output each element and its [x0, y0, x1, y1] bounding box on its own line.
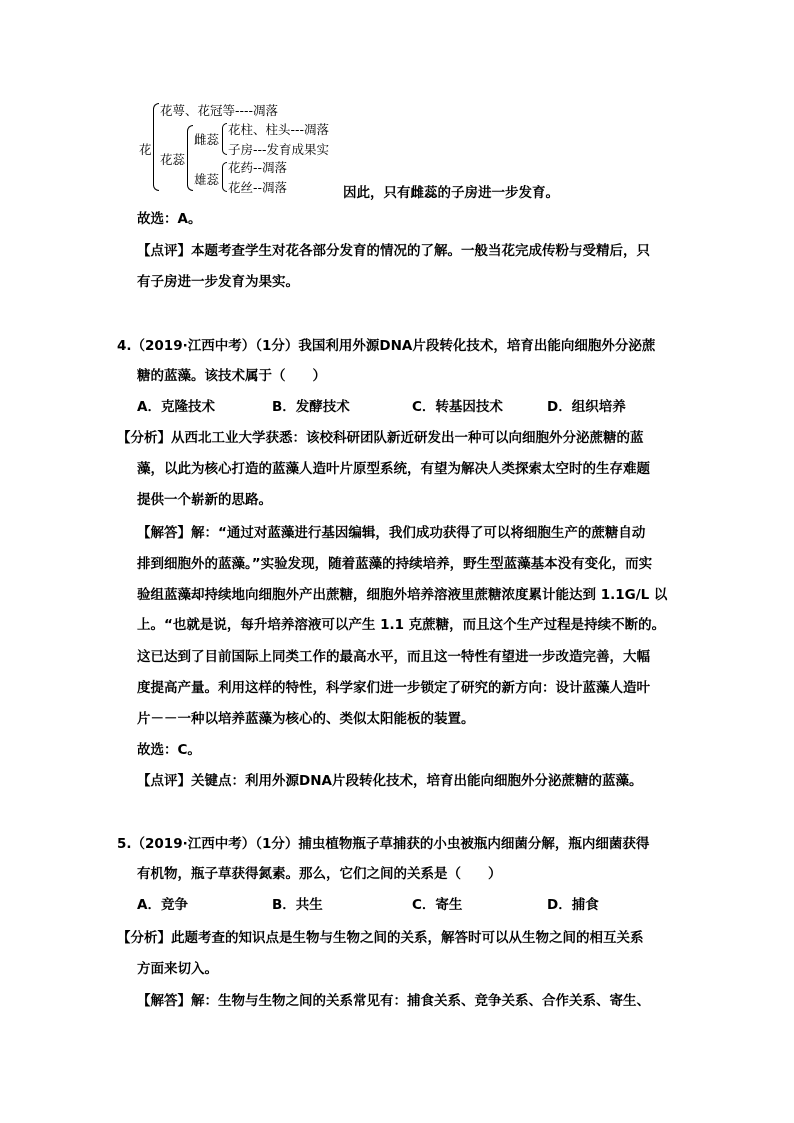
tree-pistil-label: 雌蕊	[194, 132, 220, 147]
q4-solution-line-2: 排到细胞外的蓝藻。”实验发现，随着蓝藻的持续培养，野生型蓝藻基本没有变化，而实	[137, 556, 653, 572]
q4-option-b: B．发酵技术	[272, 399, 350, 415]
q3-answer: 故选：A。	[137, 211, 202, 227]
q5-question-line-1: 5.（2019·江西中考）（1分）捕虫植物瓶子草捕获的小虫被瓶内细菌分解，瓶内细菌获得	[117, 836, 650, 852]
q4-question-line-2: 糖的蓝藻。该技术属于（ ）	[137, 368, 326, 384]
q4-solution-line-7: 片－－一种以培养蓝藻为核心的、类似太阳能板的装置。	[137, 711, 475, 727]
q5-solution-line-1: 【解答】解：生物与生物之间的关系常见有：捕食关系、竞争关系、合作关系、寄生、	[137, 993, 650, 1009]
tree-anther: 花药--凋落	[228, 160, 288, 175]
q5-analysis-line-1: 【分析】此题考查的知识点是生物与生物之间的关系，解答时可以从生物之间的相互关系	[117, 930, 644, 946]
q4-option-c: C．转基因技术	[412, 399, 503, 415]
tree-root-label: 花	[139, 142, 152, 157]
brace-pistil	[222, 123, 227, 155]
q4-solution-line-1: 【解答】解：“通过对蓝藻进行基因编辑，我们成功获得了可以将细胞生产的蔗糖自动	[137, 525, 646, 541]
tree-stamen-label: 雄蕊	[194, 172, 220, 187]
q4-analysis-line-1: 【分析】从西北工业大学获悉：该校科研团队新近研发出一种可以向细胞外分泌蔗糖的蓝	[117, 430, 644, 446]
tree-conclusion: 因此，只有雌蕊的子房进一步发育。	[343, 185, 559, 201]
tree-style-stigma: 花柱、柱头---凋落	[228, 122, 330, 137]
q4-option-a: A．克隆技术	[137, 399, 215, 415]
brace-stamen	[222, 162, 227, 192]
q4-solution-line-3: 验组蓝藻却持续地向细胞外产出蔗糖，细胞外培养溶液里蔗糖浓度累计能达到 1.1G/L 以	[137, 587, 668, 603]
tree-filament: 花丝--凋落	[228, 180, 288, 195]
tree-ovary: 子房---发育成果实	[228, 142, 330, 157]
q3-comment-line-2: 有子房进一步发育为果实。	[137, 274, 299, 290]
brace-stamen-pistil	[187, 125, 193, 191]
q4-solution-line-5: 这已达到了目前国际上同类工作的最高水平，而且这一特性有望进一步改造完善，大幅	[137, 649, 650, 665]
q4-question-line-1: 4.（2019·江西中考）（1分）我国利用外源DNA片段转化技术，培育出能向细胞外分泌蔗	[117, 338, 656, 354]
q4-analysis-line-2: 藻，以此为核心打造的蓝藻人造叶片原型系统，有望为解决人类探索太空时的生存难题	[137, 461, 650, 477]
q4-option-d: D．组织培养	[547, 399, 626, 415]
q4-solution-line-6: 度提高产量。利用这样的特性，科学家们进一步锁定了研究的新方向：设计蓝藻人造叶	[137, 680, 650, 696]
q4-solution-line-4: 上。“也就是说，每升培养溶液可以产生 1.1 克蔗糖，而且这个生产过程是持续不断的。	[137, 617, 666, 633]
q5-option-d: D．捕食	[547, 897, 599, 913]
q5-analysis-line-2: 方面来切入。	[137, 961, 218, 977]
q3-comment-line-1: 【点评】本题考查学生对花各部分发育的情况的了解。一般当花完成传粉与受精后，只	[137, 243, 650, 259]
tree-stamen-pistil-label: 花蕊	[160, 152, 186, 167]
brace-flower	[153, 103, 159, 191]
q4-analysis-line-3: 提供一个崭新的思路。	[137, 492, 272, 508]
q5-option-a: A．竞争	[137, 897, 188, 913]
q4-answer: 故选：C。	[137, 742, 201, 758]
q5-option-b: B．共生	[272, 897, 323, 913]
q5-question-line-2: 有机物，瓶子草获得氮素。那么，它们之间的关系是（ ）	[137, 866, 502, 882]
q5-option-c: C．寄生	[412, 897, 463, 913]
tree-sepal-petal: 花萼、花冠等----凋落	[160, 103, 279, 118]
q4-comment: 【点评】关键点：利用外源DNA片段转化技术，培育出能向细胞外分泌蔗糖的蓝藻。	[137, 773, 643, 789]
